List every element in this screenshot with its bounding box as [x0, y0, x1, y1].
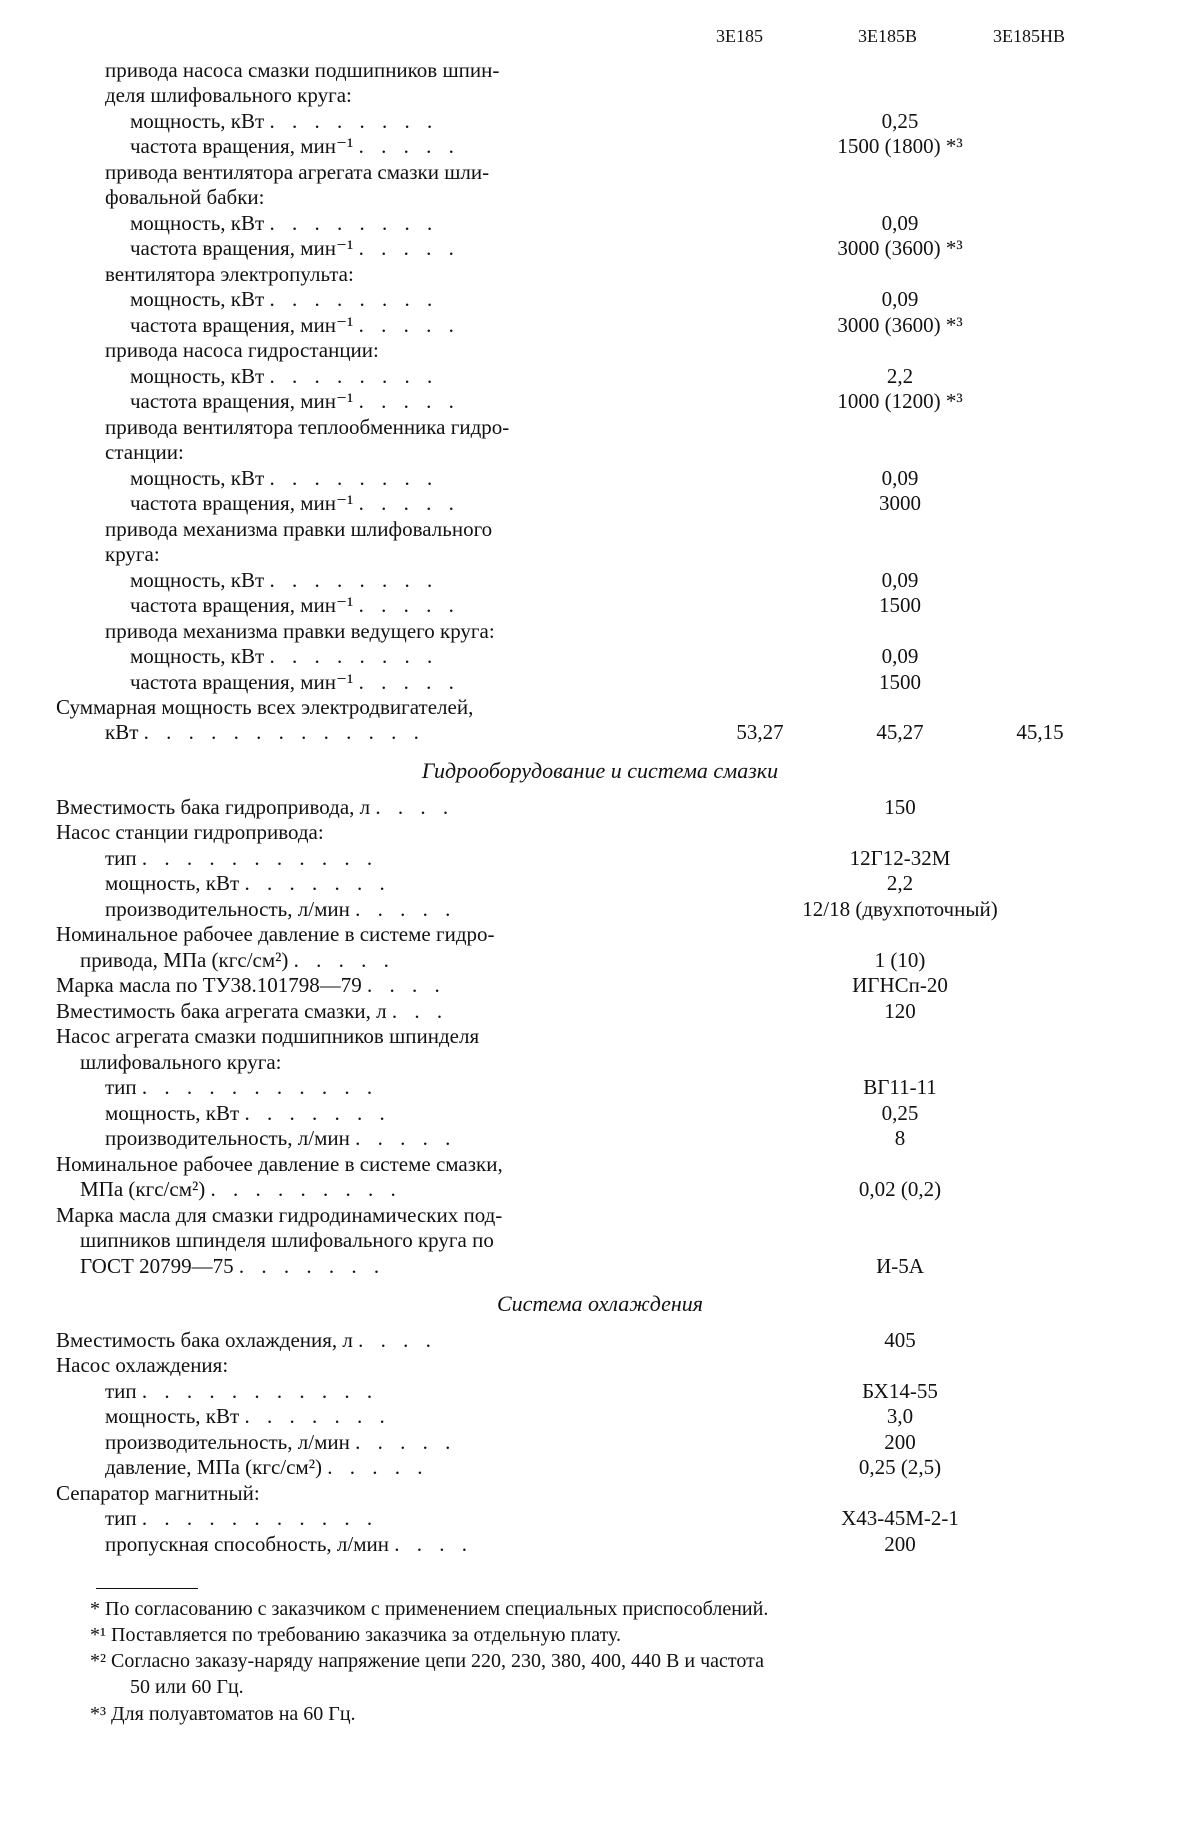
- spec-value: 2,2: [886, 364, 914, 388]
- spec-label-text: Насос агрегата смазки подшипников шпинделя: [56, 1024, 480, 1048]
- footnote: *² Согласно заказу-наряду напряжение цепи 220, 230, 380, 400, 440 В и частота: [90, 1650, 764, 1672]
- spec-label-text: частота вращения, мин⁻¹: [130, 134, 354, 158]
- spec-label-text: станции:: [105, 440, 184, 464]
- spec-value: 12/18 (двухпоточный): [802, 897, 998, 921]
- spec-value: 0,25 (2,5): [858, 1455, 942, 1479]
- spec-label-text: Насос охлаждения:: [56, 1353, 229, 1377]
- spec-value: 3000 (3600) *³: [837, 236, 963, 260]
- spec-label-text: мощность, кВт: [130, 287, 265, 311]
- spec-label-text: давление, МПа (кгс/см²): [105, 1455, 323, 1479]
- spec-label-text: тип: [105, 846, 137, 870]
- spec-label-text: мощность, кВт: [105, 871, 240, 895]
- leader-dots: . . . .: [366, 973, 446, 997]
- spec-label: [0, 1228, 745, 1253]
- spec-label-text: Марка масла для смазки гидродинамических под-: [56, 1203, 503, 1227]
- spec-label: [0, 491, 795, 516]
- spec-label: [0, 542, 770, 567]
- spec-label-text: привода насоса смазки подшипников шпин-: [105, 58, 500, 82]
- leader-dots: . . . . . . . . . . . . .: [143, 720, 425, 744]
- leader-dots: . . . . .: [358, 670, 460, 694]
- leader-dots: . . . . .: [355, 1430, 457, 1454]
- spec-label: [0, 1177, 745, 1202]
- leader-dots: . . . .: [375, 795, 455, 819]
- spec-label: [0, 871, 770, 896]
- spec-label-text: частота вращения, мин⁻¹: [130, 593, 354, 617]
- spec-label-text: Суммарная мощность всех электродвигателей,: [56, 695, 474, 719]
- leader-dots: . . . .: [358, 1328, 437, 1352]
- spec-label-text: шипников шпинделя шлифовального круга по: [80, 1228, 494, 1252]
- footnote: 50 или 60 Гц.: [130, 1676, 244, 1698]
- spec-label: [0, 1328, 721, 1353]
- spec-value: 1500 (1800) *³: [837, 134, 963, 158]
- spec-value: 0,25: [881, 109, 919, 133]
- spec-value: 8: [894, 1126, 906, 1150]
- spec-label: [0, 389, 795, 414]
- spec-label-text: мощность, кВт: [130, 644, 265, 668]
- leader-dots: . . . . .: [358, 593, 460, 617]
- section-title: Гидрооборудование и система смазки: [421, 758, 779, 783]
- spec-value: И-5А: [876, 1254, 924, 1278]
- leader-dots: . . . . . . . . .: [210, 1177, 402, 1201]
- spec-label: [0, 619, 770, 644]
- spec-label: [0, 568, 795, 593]
- spec-label-text: мощность, кВт: [130, 109, 265, 133]
- spec-label-text: мощность, кВт: [105, 1404, 240, 1428]
- spec-label-text: шлифовального круга:: [80, 1050, 282, 1074]
- spec-label-text: Марка масла по ТУ38.101798—79: [56, 973, 362, 997]
- leader-dots: . . . . . . . .: [269, 364, 439, 388]
- footnote: * По согласованию с заказчиком с применением специальных приспособлений.: [90, 1598, 769, 1620]
- spec-label-text: ГОСТ 20799—75: [80, 1254, 234, 1278]
- column-header-3e185: 3Е185: [716, 26, 763, 46]
- spec-label: [0, 922, 721, 947]
- spec-label: [0, 211, 795, 236]
- spec-label-text: Сепаратор магнитный:: [56, 1481, 260, 1505]
- spec-label: [0, 593, 795, 618]
- spec-label: [0, 1075, 770, 1100]
- leader-dots: . . . .: [394, 1532, 473, 1556]
- spec-label: [0, 415, 770, 440]
- section-title: Система охлаждения: [496, 1291, 704, 1316]
- spec-label: [0, 1203, 721, 1228]
- spec-label-text: привода, МПа (кгс/см²): [80, 948, 289, 972]
- spec-label-text: производительность, л/мин: [105, 1126, 350, 1150]
- spec-label-text: мощность, кВт: [105, 1101, 240, 1125]
- leader-dots: . . . . . . . . . . .: [141, 1075, 379, 1099]
- spec-label-text: привода механизма правки ведущего круга:: [105, 619, 495, 643]
- spec-label-text: частота вращения, мин⁻¹: [130, 389, 354, 413]
- spec-label-text: тип: [105, 1379, 137, 1403]
- leader-dots: . . . . . . . .: [269, 287, 439, 311]
- spec-label-text: тип: [105, 1075, 137, 1099]
- spec-label-text: Номинальное рабочее давление в системе гидро-: [56, 922, 495, 946]
- spec-value: 12Г12-32М: [849, 846, 951, 870]
- spec-label-text: частота вращения, мин⁻¹: [130, 313, 354, 337]
- spec-value: 3000 (3600) *³: [837, 313, 963, 337]
- leader-dots: . . . . .: [358, 313, 460, 337]
- spec-value: 0,25: [881, 1101, 919, 1125]
- spec-value: 405: [884, 1328, 916, 1352]
- spec-label: [0, 1152, 721, 1177]
- spec-value: 1 (10): [874, 948, 926, 972]
- spec-label: [0, 1254, 745, 1279]
- spec-label: [0, 897, 770, 922]
- leader-dots: . . . . . . .: [244, 1404, 391, 1428]
- spec-label: [0, 466, 795, 491]
- spec-label: [0, 820, 721, 845]
- spec-label: [0, 1481, 721, 1506]
- spec-value: Х43-45М-2-1: [841, 1506, 959, 1530]
- leader-dots: . . . . . . . .: [269, 466, 439, 490]
- spec-label-text: вентилятора электропульта:: [105, 262, 354, 286]
- leader-dots: . . . . . . .: [244, 871, 391, 895]
- leader-dots: . . . . .: [358, 236, 460, 260]
- spec-label-text: привода вентилятора теплообменника гидро-: [105, 415, 510, 439]
- spec-label-text: привода вентилятора агрегата смазки шли-: [105, 160, 490, 184]
- spec-label: [0, 517, 770, 542]
- spec-label-text: Насос станции гидропривода:: [56, 820, 324, 844]
- leader-dots: . . . . . . . .: [269, 211, 439, 235]
- spec-label-text: частота вращения, мин⁻¹: [130, 236, 354, 260]
- spec-label-text: мощность, кВт: [130, 364, 265, 388]
- spec-value-3e185v: 45,27: [876, 720, 924, 744]
- spec-label-text: тип: [105, 1506, 137, 1530]
- spec-value-3e185nv: 45,15: [1016, 720, 1064, 744]
- spec-value-3e185: 53,27: [736, 720, 784, 744]
- spec-label: [0, 1050, 745, 1075]
- spec-label: [0, 948, 745, 973]
- spec-label: [0, 720, 770, 745]
- spec-label: [0, 644, 795, 669]
- spec-label: [0, 236, 795, 261]
- spec-label: [0, 58, 770, 83]
- spec-value: 0,09: [881, 644, 919, 668]
- spec-label: [0, 1404, 770, 1429]
- leader-dots: . . . . .: [358, 389, 460, 413]
- leader-dots: . . . . . . . . . . .: [141, 846, 379, 870]
- spec-value: 0,09: [881, 211, 919, 235]
- spec-label-text: деля шлифовального круга:: [105, 83, 352, 107]
- spec-label-text: Вместимость бака агрегата смазки, л: [56, 999, 387, 1023]
- spec-value: БХ14-55: [862, 1379, 938, 1403]
- leader-dots: . . . . .: [358, 134, 460, 158]
- leader-dots: . . . . .: [355, 897, 457, 921]
- spec-label-text: пропускная способность, л/мин: [105, 1532, 389, 1556]
- spec-label-text: мощность, кВт: [130, 568, 265, 592]
- spec-label-text: привода механизма правки шлифовального: [105, 517, 493, 541]
- leader-dots: . . . . .: [358, 491, 460, 515]
- spec-label: [0, 1101, 770, 1126]
- spec-label: [0, 1455, 770, 1480]
- spec-value: 0,02 (0,2): [858, 1177, 942, 1201]
- footnote-divider: [96, 1588, 198, 1589]
- spec-label-text: производительность, л/мин: [105, 897, 350, 921]
- leader-dots: . . . . .: [293, 948, 395, 972]
- leader-dots: . . . . . . . .: [269, 644, 439, 668]
- column-header-3e185nv: 3Е185НВ: [993, 26, 1065, 46]
- spec-value: 0,09: [881, 466, 919, 490]
- spec-label-text: МПа (кгс/см²): [80, 1177, 206, 1201]
- spec-value: 1500: [879, 593, 921, 617]
- spec-value: ИГНСп-20: [852, 973, 948, 997]
- spec-value: 200: [884, 1430, 916, 1454]
- spec-value: 0,09: [881, 568, 919, 592]
- spec-label: [0, 1126, 770, 1151]
- spec-value: 150: [884, 795, 916, 819]
- spec-label: [0, 999, 721, 1024]
- spec-value: 2,2: [886, 871, 914, 895]
- spec-label-text: производительность, л/мин: [105, 1430, 350, 1454]
- spec-label: [0, 1506, 770, 1531]
- spec-label: [0, 1353, 721, 1378]
- spec-label-text: привода насоса гидростанции:: [105, 338, 379, 362]
- spec-label: [0, 287, 795, 312]
- spec-label-text: фовальной бабки:: [105, 185, 265, 209]
- spec-label-text: частота вращения, мин⁻¹: [130, 670, 354, 694]
- spec-label-text: частота вращения, мин⁻¹: [130, 491, 354, 515]
- spec-label-text: Вместимость бака гидропривода, л: [56, 795, 371, 819]
- spec-label-text: Вместимость бака охлаждения, л: [56, 1328, 353, 1352]
- leader-dots: . . . . . . .: [244, 1101, 391, 1125]
- spec-label: [0, 1379, 770, 1404]
- spec-label: [0, 160, 770, 185]
- leader-dots: . . . . . . . .: [269, 568, 439, 592]
- leader-dots: . . . . . . . .: [269, 109, 439, 133]
- spec-value: 200: [884, 1532, 916, 1556]
- spec-label: [0, 1532, 770, 1557]
- leader-dots: . . . . . . .: [238, 1254, 386, 1278]
- leader-dots: . . . . . . . . . . .: [141, 1506, 379, 1530]
- spec-value: 1500: [879, 670, 921, 694]
- spec-label-text: мощность, кВт: [130, 466, 265, 490]
- spec-label: [0, 1024, 721, 1049]
- footnote: *¹ Поставляется по требованию заказчика за отдельную плату.: [90, 1624, 622, 1646]
- spec-label: [0, 313, 795, 338]
- spec-label: [0, 185, 770, 210]
- footnote: *³ Для полуавтоматов на 60 Гц.: [90, 1703, 356, 1725]
- spec-label-text: круга:: [105, 542, 160, 566]
- spec-label: [0, 1430, 770, 1455]
- leader-dots: . . .: [391, 999, 449, 1023]
- spec-value: 3000: [879, 491, 921, 515]
- leader-dots: . . . . . . . . . . .: [141, 1379, 379, 1403]
- spec-label: [0, 695, 721, 720]
- spec-label: [0, 134, 795, 159]
- spec-label-text: кВт: [105, 720, 139, 744]
- spec-label-text: мощность, кВт: [130, 211, 265, 235]
- leader-dots: . . . . .: [355, 1126, 457, 1150]
- spec-label: [0, 262, 770, 287]
- spec-label: [0, 83, 770, 108]
- spec-label: [0, 364, 795, 389]
- spec-value: 0,09: [881, 287, 919, 311]
- spec-label: [0, 109, 795, 134]
- leader-dots: . . . . .: [327, 1455, 429, 1479]
- spec-value: 120: [884, 999, 916, 1023]
- spec-label: [0, 795, 721, 820]
- column-header-3e185v: 3Е185В: [858, 26, 918, 46]
- spec-label: [0, 338, 770, 363]
- spec-label: [0, 973, 721, 998]
- spec-label-text: Номинальное рабочее давление в системе смазки,: [56, 1152, 503, 1176]
- spec-value: ВГ11-11: [863, 1075, 937, 1099]
- spec-label: [0, 670, 795, 695]
- spec-value: 3,0: [886, 1404, 914, 1428]
- spec-label: [0, 440, 770, 465]
- spec-label: [0, 846, 770, 871]
- spec-value: 1000 (1200) *³: [837, 389, 963, 413]
